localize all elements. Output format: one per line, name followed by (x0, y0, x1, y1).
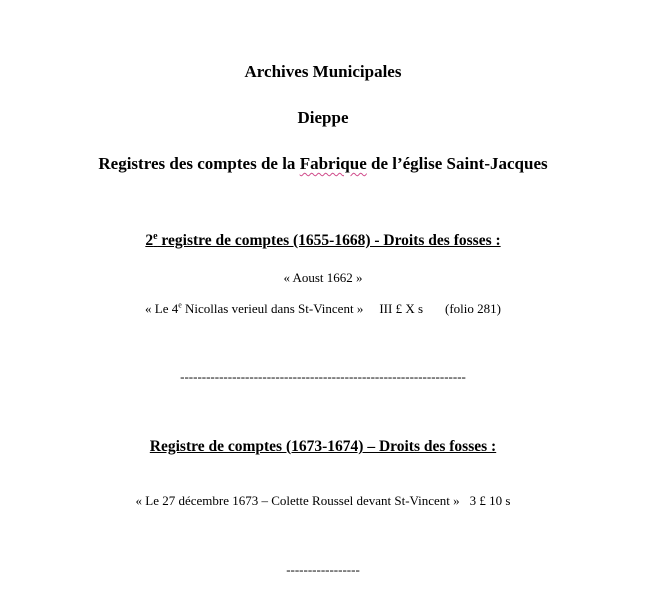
separator-long-text: ------------------------------------------------------------------ (180, 369, 466, 384)
separator-long (0, 369, 646, 385)
section2-amount: 3 £ 10 s (469, 493, 511, 508)
section2-heading-text: Registre de comptes (1673-1674) – Droits des fosses : (149, 438, 497, 455)
city-title-text: Dieppe (297, 108, 349, 127)
section1-heading-number: 2 (145, 232, 154, 249)
archive-title-text: Archives Municipales (244, 62, 402, 81)
section1-date (0, 270, 646, 286)
city-title (0, 108, 646, 128)
section1-entry-start: « Le 4 (145, 301, 179, 316)
section2-entry-text: « Le 27 décembre 1673 – Colette Roussel devant St-Vincent » (135, 493, 460, 508)
registry-title (0, 154, 646, 174)
separator-short (0, 562, 646, 578)
section1-heading-sup: e (153, 230, 158, 242)
registry-title-prefix: Registres des comptes de la (98, 154, 300, 173)
section1-folio: (folio 281) (445, 301, 501, 316)
section2-heading (0, 438, 646, 456)
section2-entry (0, 493, 646, 509)
registry-title-suffix: de l’église Saint-Jacques (366, 154, 548, 173)
section1-entry (0, 301, 646, 317)
section1-heading (0, 232, 646, 250)
separator-short-text: ----------------- (286, 562, 360, 577)
section1-entry-text: Nicollas verieul dans St-Vincent » (181, 301, 364, 316)
section1-heading-text: registre de comptes (1655-1668) - Droits des fosses : (157, 232, 501, 249)
section1-entry-sup: e (178, 300, 182, 310)
section1-date-text: « Aoust 1662 » (283, 270, 363, 285)
archive-title (0, 62, 646, 82)
section1-amount: III £ X s (379, 301, 424, 316)
spellcheck-flagged-word[interactable]: Fabrique (299, 154, 367, 173)
